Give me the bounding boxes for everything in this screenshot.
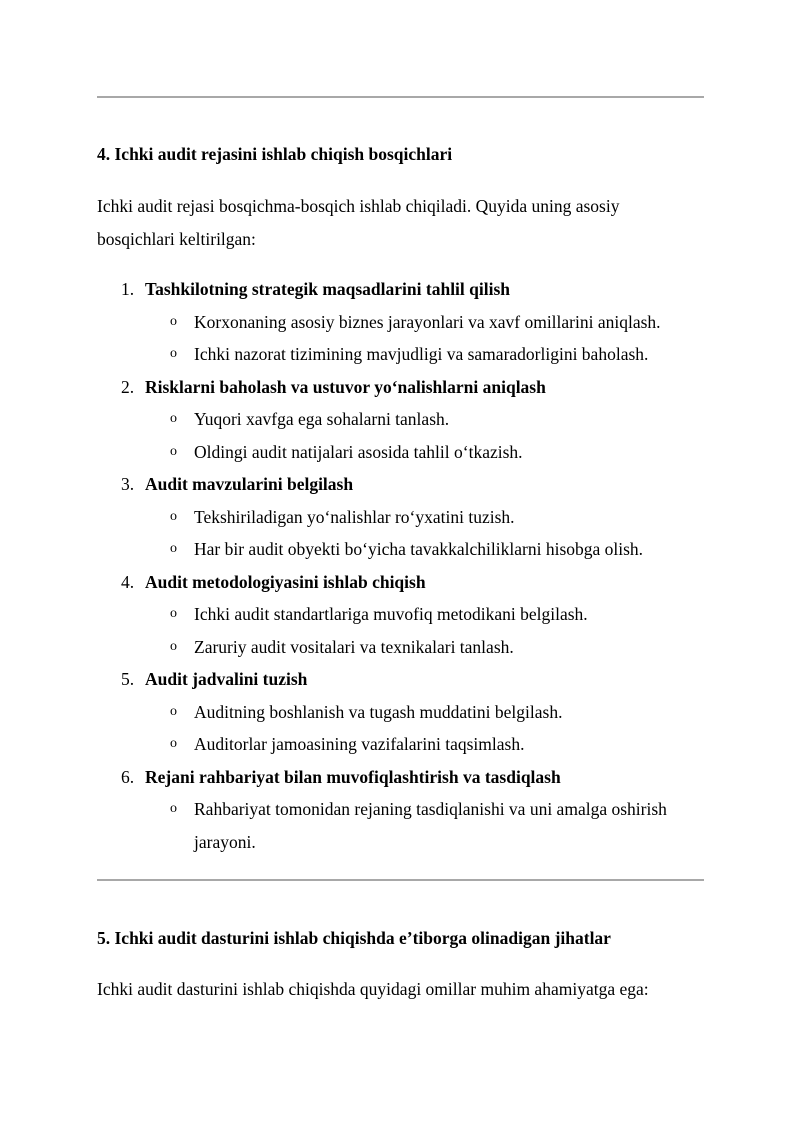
circle-bullet-icon: o [170,346,177,361]
step-title: Rejani rahbariyat bilan muvofiqlashtirish va tasdiqlash [145,766,561,787]
step-number: 6. [121,766,135,787]
step-number: 5. [121,669,135,689]
substep-item: o Auditning boshlanish va tugash muddatini belgilash. [97,696,717,729]
substep-list [97,306,717,371]
section-4-heading: 4. Ichki audit rejasini ishlab chiqish bosqichlari [97,144,453,164]
step-item [97,761,717,859]
section-divider-top [97,96,704,98]
circle-bullet-icon: o [170,638,177,654]
substep-list [97,501,717,566]
circle-bullet-icon: o [170,736,177,751]
step-number: 1. [121,279,135,299]
circle-bullet-icon: o [170,606,177,621]
substep-list [97,696,717,761]
step-item [97,663,717,761]
section-5-heading: 5. Ichki audit dasturini ishlab chiqishda e’tiborga olinadigan jihatlar [97,928,611,948]
substep-list [97,793,717,858]
step-item [97,273,717,371]
substep-list [97,403,717,468]
substep-item: o Tekshiriladigan yo‘nalishlar ro‘yxatini tuzish. [97,501,717,534]
step-title: Audit metodologiyasini ishlab chiqish [145,571,426,592]
step-item [97,371,717,469]
substep-item: o Oldingi audit natijalari asosida tahlil o‘tkazish. [97,436,717,469]
substep-item: o Ichki audit standartlariga muvofiq metodikani belgilash. [97,598,717,631]
circle-bullet-icon: o [170,541,177,556]
step-number: 2. [121,376,135,397]
section-5-intro: Ichki audit dasturini ishlab chiqishda quyidagi omillar muhim ahamiyatga ega: [97,979,649,999]
step-item [97,566,717,664]
substep-item: o Auditorlar jamoasining vazifalarini taqsimlash. [97,728,717,761]
substep-item: o Har bir audit obyekti bo‘yicha tavakkalchiliklarni hisobga olish. [97,533,717,566]
step-item [97,468,717,566]
substep-item: o Korxonaning asosiy biznes jarayonlari va xavf omillarini aniqlash. [97,306,717,339]
step-number: 4. [121,571,135,592]
step-title: Risklarni baholash va ustuvor yo‘nalishlarni aniqlash [145,376,546,397]
substep-item: o Ichki nazorat tizimining mavjudligi va samaradorligini baholash. [97,338,717,371]
circle-bullet-icon: o [170,411,177,426]
circle-bullet-icon: o [170,508,177,524]
step-number: 3. [121,474,135,494]
steps-list [97,273,717,858]
substep-list [97,598,717,663]
circle-bullet-icon: o [170,801,177,816]
step-title: Audit mavzularini belgilash [145,474,354,494]
circle-bullet-icon: o [170,313,177,329]
circle-bullet-icon: o [170,443,177,459]
section-divider-bottom [97,879,704,881]
substep-item: o Zaruriy audit vositalari va texnikalari tanlash. [97,631,717,664]
substep-item: o Yuqori xavfga ega sohalarni tanlash. [97,403,717,436]
section-4-intro: Ichki audit rejasi bosqichma-bosqich ishlab chiqiladi. Quyida uning asosiy bosqichlari keltirilgan: [97,196,620,249]
step-title: Tashkilotning strategik maqsadlarini tahlil qilish [145,279,511,299]
substep-item: o Rahbariyat tomonidan rejaning tasdiqlanishi va uni amalga oshirish jarayoni. [97,793,717,858]
step-title: Audit jadvalini tuzish [145,669,308,689]
circle-bullet-icon: o [170,703,177,719]
